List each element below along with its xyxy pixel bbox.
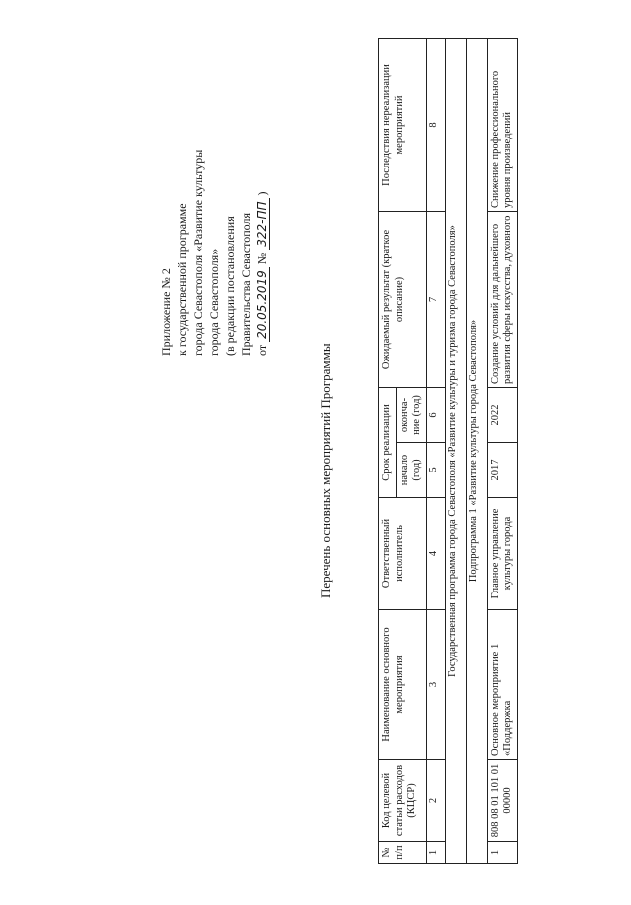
appendix-line-2: к государственной программе [175,203,189,356]
col-number-7: 7 [426,211,445,387]
header-result: Ожидаемый результат (краткое описание) [379,211,427,387]
number-prefix: № [255,252,269,265]
header-end: оконча-ние (год) [396,387,426,442]
appendix-line-3: города Севастополя «Развитие культуры [191,149,205,356]
header-no: № п/п [379,842,427,864]
row-no: 1 [487,842,517,864]
subprogram-title: Подпрограмма 1 «Развитие культуры города Севастополя» [466,38,487,863]
subprogram-row [466,38,487,863]
table-row [487,38,517,863]
header-consequences: Последствия нереализации мероприятий [379,38,427,211]
header-code: Код целевой статьи расходов (КЦСР) [379,760,427,842]
row-result: Создание условий для дальнейшего развития сферы искусства, духовного [487,211,517,387]
row-name: Основное мероприятие 1 «Поддержка [487,610,517,760]
column-number-row [426,38,445,863]
appendix-line-1: Приложение № 2 [159,268,173,356]
header-executor: Ответственный исполнитель [379,498,427,610]
row-executor: Главное управление культуры города [487,498,517,610]
row-code: 808 08 01 101 01 00000 [487,760,517,842]
row-end: 2022 [487,387,517,442]
appendix-line-5: (в редакции постановления [223,216,237,356]
appendix-note [158,56,270,356]
date-prefix: от [255,344,269,356]
close-paren: ) [255,191,269,196]
row-consequences: Снижение профессионального уровня произведений [487,38,517,211]
handwritten-number: 322-ПП [255,198,270,249]
row-start: 2017 [487,443,517,498]
table-header-row [379,38,397,863]
col-number-5: 5 [426,443,445,498]
col-number-6: 6 [426,387,445,442]
program-row [445,38,466,863]
handwritten-date: 20.05.2019 [255,267,270,342]
col-number-4: 4 [426,498,445,610]
appendix-line-6: Правительства Севастополя [239,212,253,356]
col-number-8: 8 [426,38,445,211]
col-number-1: 1 [426,842,445,864]
program-title: Государственная программа города Севастополя «Развитие культуры и туризма города Севастополя» [445,38,466,863]
measures-table [378,39,518,864]
header-start: начало (год) [396,443,426,498]
document-title: Перечень основных мероприятий Программы [318,343,333,598]
appendix-line-4: города Севастополя» [207,248,221,356]
appendix-date-line [254,56,270,356]
col-number-2: 2 [426,760,445,842]
header-name: Наименование основного мероприятия [379,610,427,760]
col-number-3: 3 [426,610,445,760]
header-period: Срок реализации [379,387,397,497]
